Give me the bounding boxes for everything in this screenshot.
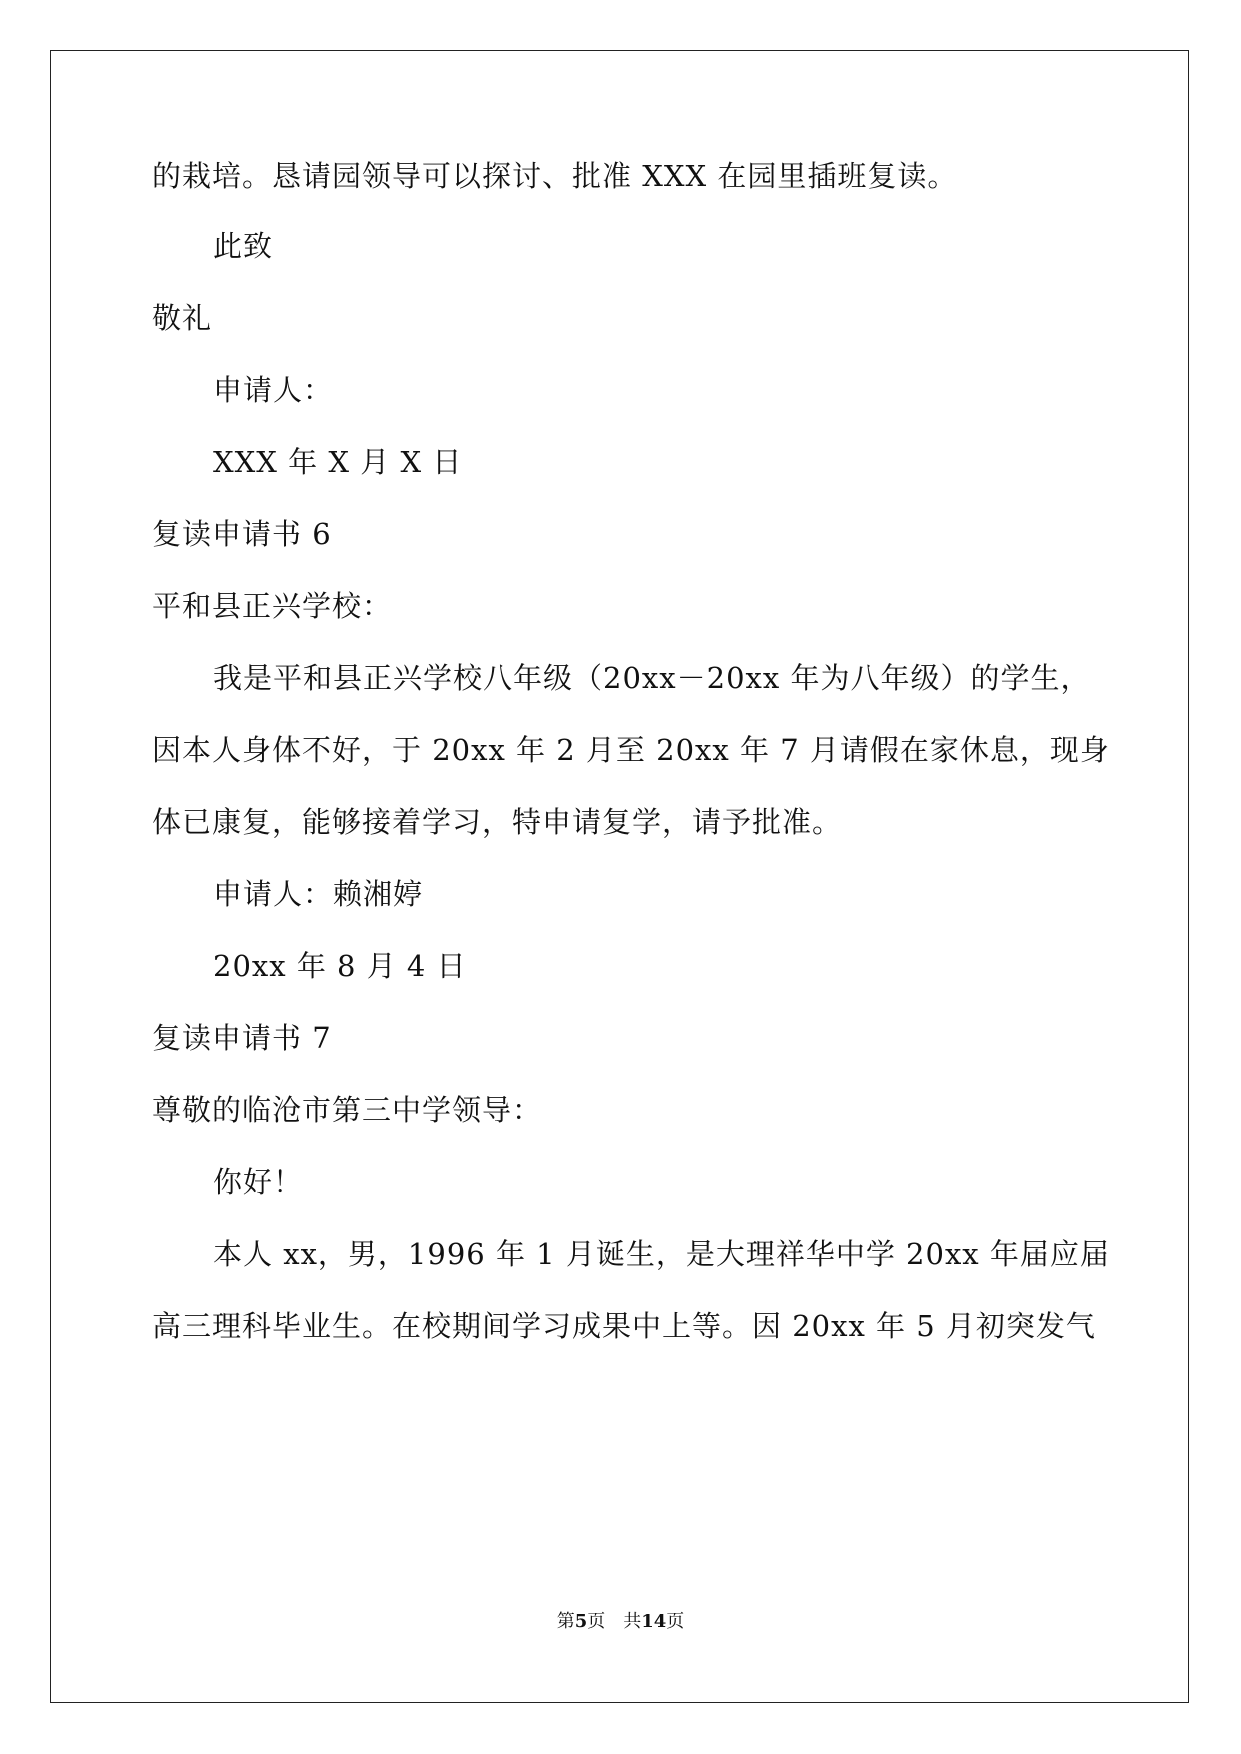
addressee-7: 尊敬的临沧市第三中学领导： xyxy=(152,1093,543,1127)
addressee-6: 平和县正兴学校： xyxy=(152,589,393,623)
closing-salutation: 此致 xyxy=(213,229,274,263)
footer-page-prefix: 第 xyxy=(556,1611,575,1632)
footer-total-number: 14 xyxy=(641,1611,667,1632)
footer-page-suffix: 页 xyxy=(587,1611,606,1632)
page-footer xyxy=(0,1610,1241,1634)
section-title-6: 复读申请书 6 xyxy=(152,517,332,551)
body-paragraph-6-line-3: 体已康复，能够接着学习，特申请复学，请予批准。 xyxy=(152,805,843,839)
body-paragraph-6-line-2: 因本人身体不好，于 20xx 年 2 月至 20xx 年 7 月请假在家休息，现身 xyxy=(152,733,1110,767)
footer-total-suffix: 页 xyxy=(666,1611,685,1632)
footer-page-number: 5 xyxy=(574,1611,588,1632)
applicant-label: 申请人： xyxy=(213,373,334,407)
closing-regards: 敬礼 xyxy=(152,301,213,335)
body-paragraph-7-line-1: 本人 xx，男，1996 年 1 月诞生，是大理祥华中学 20xx 年届应届 xyxy=(213,1237,1110,1271)
applicant-name-6: 申请人：赖湘婷 xyxy=(213,877,424,911)
date-6: 20xx 年 8 月 4 日 xyxy=(213,949,467,983)
body-paragraph-7-line-2: 高三理科毕业生。在校期间学习成果中上等。因 20xx 年 5 月初突发气 xyxy=(152,1309,1096,1343)
greeting-7: 你好！ xyxy=(213,1165,304,1199)
body-paragraph-6-line-1: 我是平和县正兴学校八年级（20xx－20xx 年为八年级）的学生， xyxy=(213,661,1091,695)
body-line-1: 的栽培。恳请园领导可以探讨、批准 XXX 在园里插班复读。 xyxy=(152,159,958,193)
footer-total-prefix: 共 xyxy=(623,1611,642,1632)
date-line: XXX 年 X 月 X 日 xyxy=(213,445,463,479)
section-title-7: 复读申请书 7 xyxy=(152,1021,332,1055)
